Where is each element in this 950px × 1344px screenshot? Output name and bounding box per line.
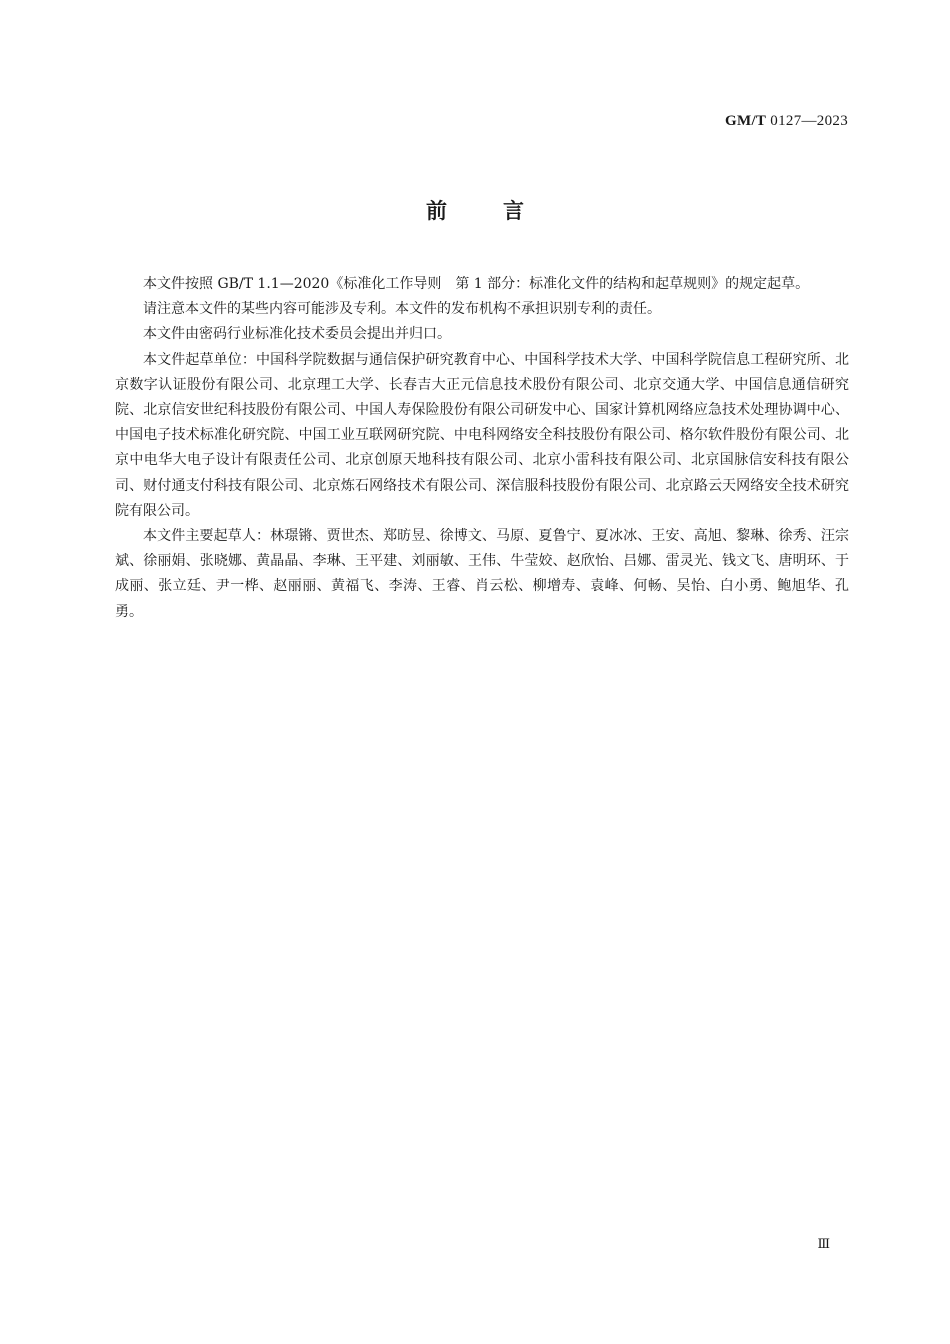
- page-title-char-2: 言: [503, 199, 524, 223]
- foreword-body: [115, 272, 849, 625]
- page-title: [0, 195, 950, 225]
- document-code: [725, 113, 848, 130]
- document-code-number: 0127—2023: [770, 113, 848, 129]
- paragraph-drafting-organizations: 本文件起草单位：中国科学院数据与通信保护研究教育中心、中国科学技术大学、中国科学院信息工程研究所、北京数字认证股份有限公司、北京理工大学、长春吉大正元信息技术股份有限公司、北京交通大学、中国信息通信研究院、北京信安世纪科技股份有限公司、中国人寿保险股份有限公司研发中心、国家计算机网络应急技术处理协调中心、中国电子技术标准化研究院、中国工业互联网研究院、中电科网络安全科技股份有限公司、格尔软件股份有限公司、北京中电华大电子设计有限责任公司、北京创原天地科技有限公司、北京小雷科技有限公司、北京国脉信安科技有限公司、财付通支付科技有限公司、北京炼石网络技术有限公司、深信服科技股份有限公司、北京路云天网络安全技术研究院有限公司。: [115, 351, 849, 519]
- paragraph-proposer: 本文件由密码行业标准化技术委员会提出并归口。: [143, 326, 451, 343]
- paragraph-patent-notice: 请注意本文件的某些内容可能涉及专利。本文件的发布机构不承担识别专利的责任。: [143, 301, 661, 318]
- page-number: Ⅲ: [817, 1236, 830, 1251]
- paragraph-drafters: 本文件主要起草人：林璟锵、贾世杰、郑昉昱、徐博文、马原、夏鲁宁、夏冰冰、王安、高旭、黎琳、徐秀、汪宗斌、徐丽娟、张晓娜、黄晶晶、李琳、王平建、刘丽敏、王伟、牛莹姣、赵欣怡、吕娜、雷灵光、钱文飞、唐明环、于成丽、张立廷、尹一桦、赵丽丽、黄福飞、李涛、王睿、肖云松、柳增寿、袁峰、何畅、吴怡、白小勇、鲍旭华、孔勇。: [115, 528, 849, 620]
- paragraph-drafting-rules: 本文件按照 GB/T 1.1—2020《标准化工作导则 第 1 部分：标准化文件的结构和起草规则》的规定起草。: [143, 276, 810, 292]
- document-code-prefix: GM/T: [725, 113, 767, 129]
- page-title-char-1: 前: [426, 199, 447, 223]
